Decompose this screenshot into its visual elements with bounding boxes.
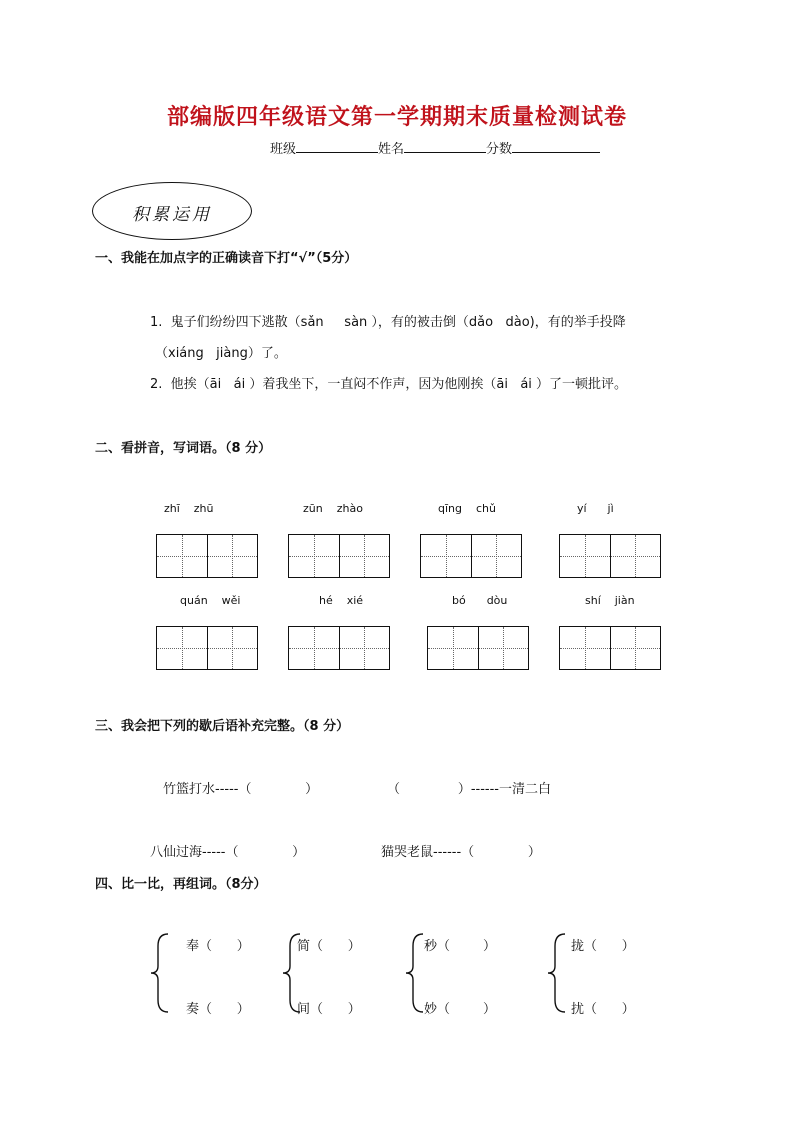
- writing-grid[interactable]: [288, 534, 390, 578]
- brace-icon: [148, 932, 172, 1014]
- compare-word-top: 奉（ ）: [186, 939, 250, 954]
- section-badge-label: 积累运用: [132, 205, 212, 225]
- compare-word-bottom: 妙（ ）: [424, 1002, 497, 1017]
- s1-question-1: 1. 鬼子们纷纷四下逃散（sǎn sàn ），有的被击倒（dǎo dào)，有的举手投降: [150, 315, 626, 330]
- compare-word-bottom: 间（ ）: [297, 1002, 361, 1017]
- xiehouyu-1: 竹篮打水-----（ ）: [163, 782, 319, 797]
- section-1-heading: 一、我能在加点字的正确读音下打“√”（5分）: [95, 251, 358, 266]
- compare-word-top: 拢（ ）: [571, 939, 635, 954]
- compare-word-top: 秒（ ）: [424, 939, 497, 954]
- section-2-heading: 二、看拼音，写词语。（8 分）: [95, 441, 272, 456]
- class-field[interactable]: [296, 140, 378, 153]
- section-3-heading: 三、我会把下列的歇后语补充完整。（8 分）: [95, 719, 350, 734]
- compare-word-bottom: 奏（ ）: [186, 1002, 250, 1017]
- compare-word-bottom: 扰（ ）: [571, 1002, 635, 1017]
- writing-grid[interactable]: [559, 534, 661, 578]
- writing-grid[interactable]: [559, 626, 661, 670]
- section-4-heading: 四、比一比，再组词。（8分）: [95, 877, 267, 892]
- pinyin-4: yí jì: [577, 502, 614, 515]
- section-badge: [92, 182, 252, 240]
- score-field[interactable]: [512, 140, 600, 153]
- writing-grid[interactable]: [156, 626, 258, 670]
- brace-icon: [545, 932, 569, 1014]
- compare-word-top: 简（ ）: [297, 939, 361, 954]
- writing-grid[interactable]: [288, 626, 390, 670]
- pinyin-5: quán wěi: [180, 594, 241, 607]
- xiehouyu-2: （ ）------一清二白: [387, 782, 551, 797]
- pinyin-2: zūn zhào: [303, 502, 363, 515]
- page-title: 部编版四年级语文第一学期期末质量检测试卷: [166, 105, 627, 130]
- name-label: 姓名: [378, 142, 405, 157]
- s1-question-2: 2. 他挨（āi ái ）着我坐下，一直闷不作声，因为他刚挨（āi ái ）了一顿批评。: [150, 377, 628, 392]
- xiehouyu-3: 八仙过海-----（ ）: [150, 845, 306, 860]
- writing-grid[interactable]: [156, 534, 258, 578]
- class-label: 班级: [270, 142, 297, 157]
- pinyin-1: zhī zhū: [164, 502, 214, 515]
- xiehouyu-4: 猫哭老鼠------（ ）: [381, 845, 541, 860]
- name-field[interactable]: [404, 140, 486, 153]
- pinyin-7: bó dòu: [452, 594, 508, 607]
- pinyin-6: hé xié: [319, 594, 364, 607]
- pinyin-3: qīng chǔ: [438, 502, 496, 515]
- s1-question-1-cont: （xiáng jiàng）了。: [155, 346, 287, 361]
- writing-grid[interactable]: [427, 626, 529, 670]
- writing-grid[interactable]: [420, 534, 522, 578]
- score-label: 分数: [486, 142, 513, 157]
- pinyin-8: shí jiàn: [585, 594, 635, 607]
- student-info: [270, 138, 600, 157]
